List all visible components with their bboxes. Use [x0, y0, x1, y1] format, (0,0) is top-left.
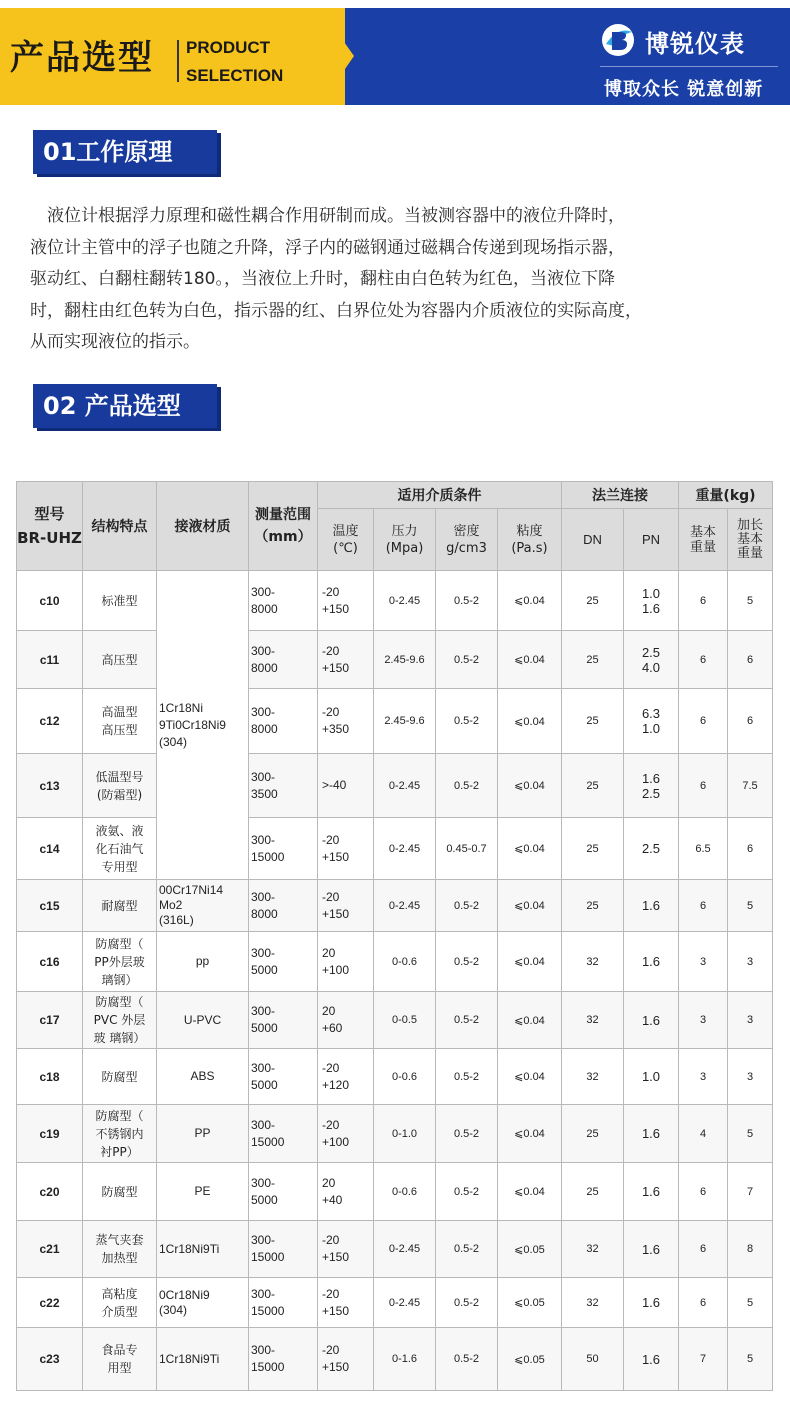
table-row — [17, 1221, 773, 1278]
model-cell: c14 — [17, 818, 83, 880]
dn-cell: 32 — [562, 1221, 624, 1278]
structure-cell: 高温型 高压型 — [83, 689, 157, 754]
temp-cell: -20 +150 — [318, 1221, 374, 1278]
viscosity-cell: ⩽0.04 — [498, 689, 562, 754]
section1-badge: 01工作原理 — [33, 130, 217, 174]
viscosity-cell: ⩽0.04 — [498, 1163, 562, 1221]
header-range: 测量范围 （mm） — [249, 482, 318, 571]
material-cell: U-PVC — [157, 992, 249, 1049]
density-cell: 0.5-2 — [436, 1278, 498, 1328]
structure-cell: 耐腐型 — [83, 880, 157, 932]
range-cell: 300- 5000 — [249, 1049, 318, 1105]
dn-cell: 32 — [562, 1278, 624, 1328]
weight-base-cell: 6 — [679, 631, 728, 689]
density-cell: 0.5-2 — [436, 992, 498, 1049]
working-principle-text — [30, 201, 770, 359]
pressure-cell: 0-0.6 — [374, 1049, 436, 1105]
table-row — [17, 631, 773, 689]
material-cell: 1Cr18Ni 9Ti0Cr18Ni9 (304) — [157, 571, 249, 880]
pn-cell: 1.6 — [624, 880, 679, 932]
density-cell: 0.5-2 — [436, 1221, 498, 1278]
weight-extended-cell: 5 — [728, 1278, 773, 1328]
brand-logo-icon — [600, 22, 636, 58]
weight-base-cell: 3 — [679, 992, 728, 1049]
weight-extended-cell: 5 — [728, 1105, 773, 1163]
model-cell: c11 — [17, 631, 83, 689]
model-cell: c23 — [17, 1328, 83, 1391]
dn-cell: 25 — [562, 754, 624, 818]
weight-base-cell: 6 — [679, 880, 728, 932]
structure-cell: 蒸气夹套 加热型 — [83, 1221, 157, 1278]
table-row — [17, 754, 773, 818]
header-medium-group: 适用介质条件 — [318, 482, 562, 509]
dn-cell: 32 — [562, 932, 624, 992]
temp-cell: -20 +350 — [318, 689, 374, 754]
pressure-cell: 0-2.45 — [374, 1221, 436, 1278]
material-cell: PP — [157, 1105, 249, 1163]
temp-cell: -20 +150 — [318, 818, 374, 880]
pressure-cell: 0-1.0 — [374, 1105, 436, 1163]
material-cell: 1Cr18Ni9Ti — [157, 1221, 249, 1278]
weight-base-cell: 7 — [679, 1328, 728, 1391]
header-weight-base: 基本 重量 — [679, 509, 728, 571]
brand-slogan: 博取众长 锐意创新 — [604, 79, 764, 100]
table-body — [17, 571, 773, 1391]
density-cell: 0.5-2 — [436, 1328, 498, 1391]
pressure-cell: 0-2.45 — [374, 880, 436, 932]
table-row — [17, 689, 773, 754]
weight-base-cell: 6 — [679, 1221, 728, 1278]
section2-badge: 02 产品选型 — [33, 384, 217, 428]
density-cell: 0.45-0.7 — [436, 818, 498, 880]
temp-cell: -20 +150 — [318, 571, 374, 631]
pn-cell: 2.5 4.0 — [624, 631, 679, 689]
pressure-cell: 0-2.45 — [374, 818, 436, 880]
model-cell: c17 — [17, 992, 83, 1049]
viscosity-cell: ⩽0.05 — [498, 1328, 562, 1391]
structure-cell: 低温型号 (防霜型) — [83, 754, 157, 818]
range-cell: 300- 8000 — [249, 689, 318, 754]
paragraph-line: 从而实现液位的指示。 — [30, 332, 200, 352]
model-cell: c10 — [17, 571, 83, 631]
pn-cell: 2.5 — [624, 818, 679, 880]
weight-extended-cell: 7 — [728, 1163, 773, 1221]
weight-base-cell: 6 — [679, 1163, 728, 1221]
header-structure: 结构特点 — [83, 482, 157, 571]
table-row — [17, 932, 773, 992]
header-material: 接液材质 — [157, 482, 249, 571]
structure-cell: 高粘度 介质型 — [83, 1278, 157, 1328]
weight-extended-cell: 5 — [728, 571, 773, 631]
pn-cell: 1.6 — [624, 992, 679, 1049]
viscosity-cell: ⩽0.04 — [498, 932, 562, 992]
pressure-cell: 0-1.6 — [374, 1328, 436, 1391]
header-flange-group: 法兰连接 — [562, 482, 679, 509]
header-arrow-shape — [320, 8, 354, 105]
weight-base-cell: 4 — [679, 1105, 728, 1163]
pressure-cell: 0-0.6 — [374, 1163, 436, 1221]
header-separator — [177, 40, 179, 82]
pressure-cell: 0-0.5 — [374, 992, 436, 1049]
header-density: 密度 g/cm3 — [436, 509, 498, 571]
weight-extended-cell: 8 — [728, 1221, 773, 1278]
model-cell: c19 — [17, 1105, 83, 1163]
dn-cell: 25 — [562, 689, 624, 754]
material-cell: PE — [157, 1163, 249, 1221]
range-cell: 300- 15000 — [249, 1221, 318, 1278]
pn-cell: 6.3 1.0 — [624, 689, 679, 754]
selection-table — [16, 481, 773, 1391]
material-cell: ABS — [157, 1049, 249, 1105]
density-cell: 0.5-2 — [436, 571, 498, 631]
material-cell: 00Cr17Ni14 Mo2 (316L) — [157, 880, 249, 932]
viscosity-cell: ⩽0.05 — [498, 1221, 562, 1278]
weight-extended-cell: 5 — [728, 880, 773, 932]
table-row — [17, 1049, 773, 1105]
pressure-cell: 0-2.45 — [374, 1278, 436, 1328]
model-cell: c21 — [17, 1221, 83, 1278]
table-row — [17, 1278, 773, 1328]
model-cell: c22 — [17, 1278, 83, 1328]
pn-cell: 1.6 — [624, 1278, 679, 1328]
density-cell: 0.5-2 — [436, 880, 498, 932]
pn-cell: 1.6 2.5 — [624, 754, 679, 818]
header-title-en-1: PRODUCT — [186, 38, 271, 57]
density-cell: 0.5-2 — [436, 1049, 498, 1105]
viscosity-cell: ⩽0.04 — [498, 992, 562, 1049]
range-cell: 300- 3500 — [249, 754, 318, 818]
viscosity-cell: ⩽0.04 — [498, 754, 562, 818]
temp-cell: >-40 — [318, 754, 374, 818]
viscosity-cell: ⩽0.04 — [498, 631, 562, 689]
dn-cell: 25 — [562, 880, 624, 932]
weight-base-cell: 6.5 — [679, 818, 728, 880]
viscosity-cell: ⩽0.04 — [498, 571, 562, 631]
pn-cell: 1.6 — [624, 1163, 679, 1221]
temp-cell: -20 +150 — [318, 1328, 374, 1391]
structure-cell: 防腐型（ PP外层玻 璃钢） — [83, 932, 157, 992]
header-title-en-2: SELECTION — [186, 66, 284, 85]
weight-extended-cell: 3 — [728, 1049, 773, 1105]
pressure-cell: 0-0.6 — [374, 932, 436, 992]
weight-base-cell: 6 — [679, 754, 728, 818]
structure-cell: 防腐型 — [83, 1163, 157, 1221]
model-cell: c15 — [17, 880, 83, 932]
model-cell: c12 — [17, 689, 83, 754]
weight-extended-cell: 6 — [728, 689, 773, 754]
header-dn: DN — [562, 509, 624, 571]
viscosity-cell: ⩽0.05 — [498, 1278, 562, 1328]
temp-cell: -20 +150 — [318, 880, 374, 932]
weight-base-cell: 6 — [679, 1278, 728, 1328]
header-model: 型号 BR-UHZ — [17, 482, 83, 571]
header-title: 产品选型 — [10, 38, 154, 78]
range-cell: 300- 15000 — [249, 818, 318, 880]
dn-cell: 25 — [562, 818, 624, 880]
weight-extended-cell: 6 — [728, 818, 773, 880]
header-weight-extended: 加长 基本 重量 — [728, 509, 773, 571]
table-row — [17, 818, 773, 880]
structure-cell: 液氨、液 化石油气 专用型 — [83, 818, 157, 880]
pn-cell: 1.6 — [624, 1328, 679, 1391]
temp-cell: 20 +60 — [318, 992, 374, 1049]
viscosity-cell: ⩽0.04 — [498, 1105, 562, 1163]
pn-cell: 1.6 — [624, 932, 679, 992]
viscosity-cell: ⩽0.04 — [498, 1049, 562, 1105]
header-viscosity: 粘度 (Pa.s) — [498, 509, 562, 571]
material-cell: 0Cr18Ni9 (304) — [157, 1278, 249, 1328]
dn-cell: 25 — [562, 571, 624, 631]
structure-cell: 防腐型（ 不锈钢内 衬PP） — [83, 1105, 157, 1163]
table-row — [17, 1163, 773, 1221]
table-row — [17, 992, 773, 1049]
pressure-cell: 0-2.45 — [374, 754, 436, 818]
structure-cell: 高压型 — [83, 631, 157, 689]
weight-extended-cell: 3 — [728, 992, 773, 1049]
paragraph-line: 驱动红、白翻柱翻转180。，当液位上升时，翻柱由白色转为红色，当液位下降 — [30, 269, 615, 289]
dn-cell: 25 — [562, 1105, 624, 1163]
weight-base-cell: 6 — [679, 571, 728, 631]
weight-base-cell: 3 — [679, 932, 728, 992]
range-cell: 300- 15000 — [249, 1278, 318, 1328]
density-cell: 0.5-2 — [436, 1163, 498, 1221]
range-cell: 300- 8000 — [249, 880, 318, 932]
weight-base-cell: 6 — [679, 689, 728, 754]
range-cell: 300- 5000 — [249, 1163, 318, 1221]
structure-cell: 防腐型 — [83, 1049, 157, 1105]
dn-cell: 50 — [562, 1328, 624, 1391]
pressure-cell: 2.45-9.6 — [374, 631, 436, 689]
pn-cell: 1.0 1.6 — [624, 571, 679, 631]
density-cell: 0.5-2 — [436, 631, 498, 689]
range-cell: 300- 5000 — [249, 932, 318, 992]
paragraph-line: 液位计主管中的浮子也随之升降，浮子内的磁钢通过磁耦合传递到现场指示器， — [30, 237, 625, 258]
structure-cell: 标准型 — [83, 571, 157, 631]
header-temp: 温度 (℃) — [318, 509, 374, 571]
brand-divider — [600, 66, 778, 67]
temp-cell: -20 +150 — [318, 631, 374, 689]
material-cell: 1Cr18Ni9Ti — [157, 1328, 249, 1391]
pressure-cell: 0-2.45 — [374, 571, 436, 631]
paragraph-line: 时，翻柱由红色转为白色，指示器的红、白界位处为容器内介质液位的实际高度， — [30, 300, 642, 321]
density-cell: 0.5-2 — [436, 689, 498, 754]
pn-cell: 1.6 — [624, 1105, 679, 1163]
temp-cell: 20 +100 — [318, 932, 374, 992]
header-banner — [0, 0, 790, 112]
temp-cell: -20 +120 — [318, 1049, 374, 1105]
model-cell: c16 — [17, 932, 83, 992]
model-cell: c20 — [17, 1163, 83, 1221]
dn-cell: 32 — [562, 992, 624, 1049]
weight-base-cell: 3 — [679, 1049, 728, 1105]
header-pressure: 压力 (Mpa) — [374, 509, 436, 571]
density-cell: 0.5-2 — [436, 1105, 498, 1163]
range-cell: 300- 8000 — [249, 631, 318, 689]
range-cell: 300- 15000 — [249, 1105, 318, 1163]
structure-cell: 食品专 用型 — [83, 1328, 157, 1391]
table-row — [17, 571, 773, 631]
pn-cell: 1.0 — [624, 1049, 679, 1105]
viscosity-cell: ⩽0.04 — [498, 880, 562, 932]
temp-cell: 20 +40 — [318, 1163, 374, 1221]
weight-extended-cell: 5 — [728, 1328, 773, 1391]
table-row — [17, 1328, 773, 1391]
brand-name: 博锐仪表 — [645, 30, 745, 58]
paragraph-line: 液位计根据浮力原理和磁性耦合作用研制而成。当被测容器中的液位升降时， — [30, 206, 625, 226]
range-cell: 300- 15000 — [249, 1328, 318, 1391]
structure-cell: 防腐型（ PVC 外层 玻 璃钢） — [83, 992, 157, 1049]
pressure-cell: 2.45-9.6 — [374, 689, 436, 754]
header-pn: PN — [624, 509, 679, 571]
temp-cell: -20 +100 — [318, 1105, 374, 1163]
table-row — [17, 1105, 773, 1163]
header-weight-group: 重量(kg) — [679, 482, 773, 509]
pn-cell: 1.6 — [624, 1221, 679, 1278]
weight-extended-cell: 3 — [728, 932, 773, 992]
dn-cell: 32 — [562, 1049, 624, 1105]
table-row — [17, 880, 773, 932]
dn-cell: 25 — [562, 631, 624, 689]
range-cell: 300- 8000 — [249, 571, 318, 631]
weight-extended-cell: 6 — [728, 631, 773, 689]
density-cell: 0.5-2 — [436, 754, 498, 818]
weight-extended-cell: 7.5 — [728, 754, 773, 818]
material-cell: pp — [157, 932, 249, 992]
density-cell: 0.5-2 — [436, 932, 498, 992]
range-cell: 300- 5000 — [249, 992, 318, 1049]
dn-cell: 25 — [562, 1163, 624, 1221]
viscosity-cell: ⩽0.04 — [498, 818, 562, 880]
model-cell: c18 — [17, 1049, 83, 1105]
model-cell: c13 — [17, 754, 83, 818]
temp-cell: -20 +150 — [318, 1278, 374, 1328]
